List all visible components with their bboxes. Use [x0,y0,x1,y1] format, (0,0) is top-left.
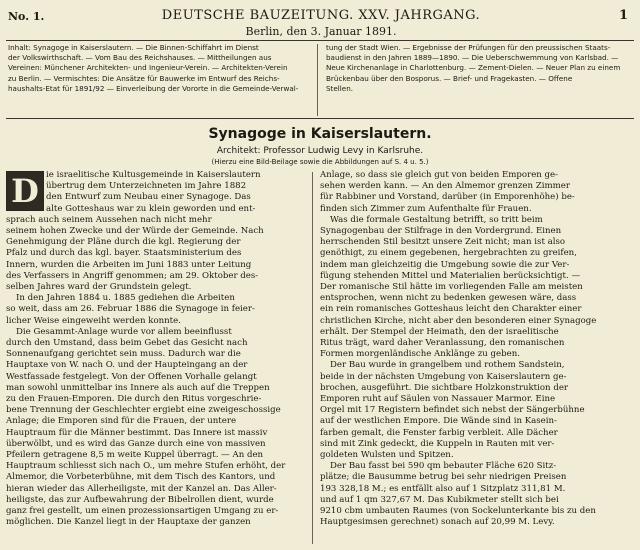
text-line: beide in der nächsten Umgebung von Kaiserslautern ge- [320,371,567,382]
text-line: entsprochen, wenn nicht zu bedenken gewesen wäre, dass [320,293,577,304]
issue-date: Berlin, den 3. Januar 1891. [245,25,397,38]
text-line: Hauptgesimsen gerechnet) sonach auf 20,99 M. Levy. [320,517,555,528]
text-line: Emporen ruht auf Säulen von Nassauer Marmor. Eine [320,394,556,405]
text-line: überwölbt, und es wird das Ganze durch eine von massiven [6,438,266,449]
text-line: auf der westlichen Empore. Die Wände sind in Kasein- [320,416,557,427]
text-line: farben gemalt, die Fenster farbig verbleit. Alle Dächer [320,427,558,438]
dropcap-letter: D [11,172,39,210]
text-line: Innern, wurden die Arbeiten im Juni 1883 unter Leitung [6,259,252,270]
text-line: licher Weise eingeweiht werden konnte. [6,315,181,326]
text-line: und auf 1 qm 327,67 M. Das Kubikmeter stellt sich bei [320,494,559,505]
text-line: Westfassade festgelegt. Von der Offenen Vorhalle gelangt [6,371,257,382]
text-line: erhält. Der Stempel der Heimath, den der israelitische [320,326,559,337]
toc-line: tung der Stadt Wien. — Ergebnisse der Prüfungen für den preussischen Staats- [326,43,611,52]
text-line: alte Gotteshaus war zu klein geworden und ent- [46,203,256,214]
text-line: christlichen Kirche, nicht aber den besonderen einer Synagoge [320,315,597,326]
masthead [8,6,634,40]
issue-number: No. 1. [8,10,45,23]
text-line: sind mit Zink gedeckt, die Kuppeln in Rauten mit ver- [320,438,555,449]
toc-line: der Volkswirthschaft. — Vom Bau des Reichshauses. — Mittheilungen aus [8,53,272,63]
text-line: goldeten Wulsten und Spitzen. [320,450,454,461]
text-line: Pfalz und durch das kgl. bayer. Staatsministerium des [6,248,242,259]
text-line: seinem hohen Zwecke und der Würde der Gemeinde. Nach [6,226,264,237]
text-line: Sonnenaufgang gerichtet sein muss. Dadurch war die [6,349,241,360]
text-line: Anlage, so dass sie gleich gut von beiden Emporen ge- [320,170,559,180]
text-line: finden sich Zimmer zum Aufenthalte für Frauen. [320,203,532,214]
article-column-left [6,170,304,529]
text-line: Der romanische Stil hätte im vorliegenden Falle am meisten [320,282,583,293]
text-line: 9210 cbm umbauten Raumes (von Sockelunterkante bis zu den [320,506,596,517]
text-line: Formen morgenländische Anklänge zu geben. [320,349,520,360]
toc-line: Stellen. [326,83,354,93]
text-line: indem man gleichzeitig die Umgebung sowie die zur Ver- [320,259,570,270]
contents-right [326,43,630,94]
toc-line: Vereinen: Münchener Architekten- und Ingenieur-Verein. — Architekten-Verein [8,63,288,73]
text-line: man sowohl unmittelbar ins Innere als auch auf die Treppen [6,382,270,393]
article-column-right [320,170,624,529]
article-byline: Architekt: Professor Ludwig Levy in Karlsruhe. [216,146,424,156]
text-line: Hauptraum schliesst sich nach O., um mehre Stufen erhöht, der [6,461,286,472]
text-line: Anlage; die Emporen sind für die Frauen, der untere [6,416,237,427]
text-line: bene Trennung der Geschlechter ergiebt eine zweigeschossige [6,405,281,416]
toc-line: zu Berlin. — Vermischtes: Die Ansätze für Bauwerke im Entwurf des Reichs- [8,73,280,83]
text-line: sehen werden kann. — An den Almemor grenzen Zimmer [320,181,570,192]
text-line: In den Jahren 1884 u. 1885 gediehen die Arbeiten [16,293,235,304]
text-line: fügung stehenden Mittel und Materialien berücksichtigt. — [320,270,581,281]
text-line: Almemor, die Vorbeterbühne, mit dem Tisch des Kantors, und [6,472,276,483]
text-line: ie israelitische Kultusgemeinde in Kaiserslautern [46,170,261,180]
text-line: Hauptaxe von W. nach O. und der Haupteingang an der [6,360,248,371]
text-line: 193 328,18 M.; es entfällt also auf 1 Sitzplatz 311,81 M. [320,483,566,494]
text-line: Genehmigung der Pläne durch die kgl. Regierung der [6,237,241,248]
text-line: genöthigt, zu einem gegebenen, hergebrachten zu greifen, [320,248,577,259]
article-title: Synagoge in Kaiserslautern. [208,126,432,142]
column-divider [312,172,313,544]
text-line: Die Gesammt-Anlage wurde vor allem beeinflusst [16,326,232,337]
text-line: selben Jahres ward der Grundstein gelegt. [6,282,192,293]
text-line: Was die formale Gestaltung betrifft, so tritt beim [330,214,543,225]
text-line: übertrug dem Unterzeichneten im Jahre 1882 [46,181,247,192]
contents-rule [6,118,634,119]
text-line: Ritus trägt, ward daher Veranlassung, den romanischen [320,338,565,349]
text-line: ganz frei gestellt, um einen prozessionsartigen Umgang zu er- [6,506,279,517]
text-line: brochen, ausgeführt. Die sichtbare Holzkonstruktion der [320,382,569,393]
text-line: Der Bau fasst bei 590 qm bebauter Fläche 620 Sitz- [330,461,557,472]
text-line: sprach auch seinem Aussehen nach nicht mehr [6,214,212,225]
text-line: heiligste, das zur Aufbewahrung der Bibelrollen dient, wurde [6,494,274,505]
text-line: den Entwurf zum Neubau einer Synagoge. Das [46,192,251,203]
text-line: zu den Frauen-Emporen. Die durch den Ritus vorgeschrie- [6,394,262,405]
journal-title: DEUTSCHE BAUZEITUNG. XXV. JAHRGANG. [161,8,481,23]
text-line: Synagogenbau der Stilfrage in den Vordergrund. Einen [320,226,562,237]
text-line: Orgel mit 17 Registern befindet sich nebst der Sängerbühne [320,405,585,416]
text-line: Der Bau wurde in grangelbem und rothem Sandstein, [330,360,565,371]
toc-line: baudienst in den Jahren 1889—1890. — Die Ueberschwemmung von Karlsbad. — [326,53,619,63]
text-line: plätze; die Bausumme betrug bei sehr niedrigen Preisen [320,472,567,483]
text-line: so weit, dass am 26. Februar 1886 die Synagoge in feier- [6,304,255,315]
text-line: ein rein romanisches Gotteshaus leicht den Charakter einer [320,304,582,315]
contents-left [8,43,308,94]
toc-line: Brückenbau über den Bosporus. — Brief- und Fragekasten. — Offene [326,73,573,83]
top-rule [6,40,634,41]
text-line: hieran wieder das Allerheiligste, mit der Kanzel an. Das Aller- [6,483,277,494]
text-line: Pfeilern getragene 8,5 m weite Kuppel überragt. — An den [6,450,264,461]
text-line: durch den Umstand, dass beim Gebet das Gesicht nach [6,338,248,349]
article-note: (Hierzu eine Bild-Beilage sowie die Abbildungen auf S. 4 u. 5.) [211,158,429,166]
text-line: herrschenden Stil besitzt unsere Zeit nicht; man ist also [320,237,566,248]
text-line: des Verfassers in Angriff genommen; am 29. Oktober des- [6,270,259,281]
text-line: Hauptraum für die Männer bestimmt. Das Innere ist massiv [6,427,268,438]
page-number: 1 [618,8,628,23]
contents-divider [317,44,318,116]
text-line: für Rabbiner und Vorstand, darüber (in Emporenhöhe) be- [320,192,575,203]
toc-line: haushalts-Etat für 1891/92 — Einverleibung der Vororte in die Gemeinde-Verwal- [8,83,299,93]
toc-line: Inhalt: Synagoge in Kaiserslautern. — Die Binnen-Schiffahrt im Dienst [8,43,259,52]
toc-line: Neue Kirchenanlage in Charlottenburg. — Zement-Dielen. — Neuer Plan zu einem [326,63,621,73]
text-line: möglichen. Die Kanzel liegt in der Hauptaxe der ganzen [6,517,251,528]
